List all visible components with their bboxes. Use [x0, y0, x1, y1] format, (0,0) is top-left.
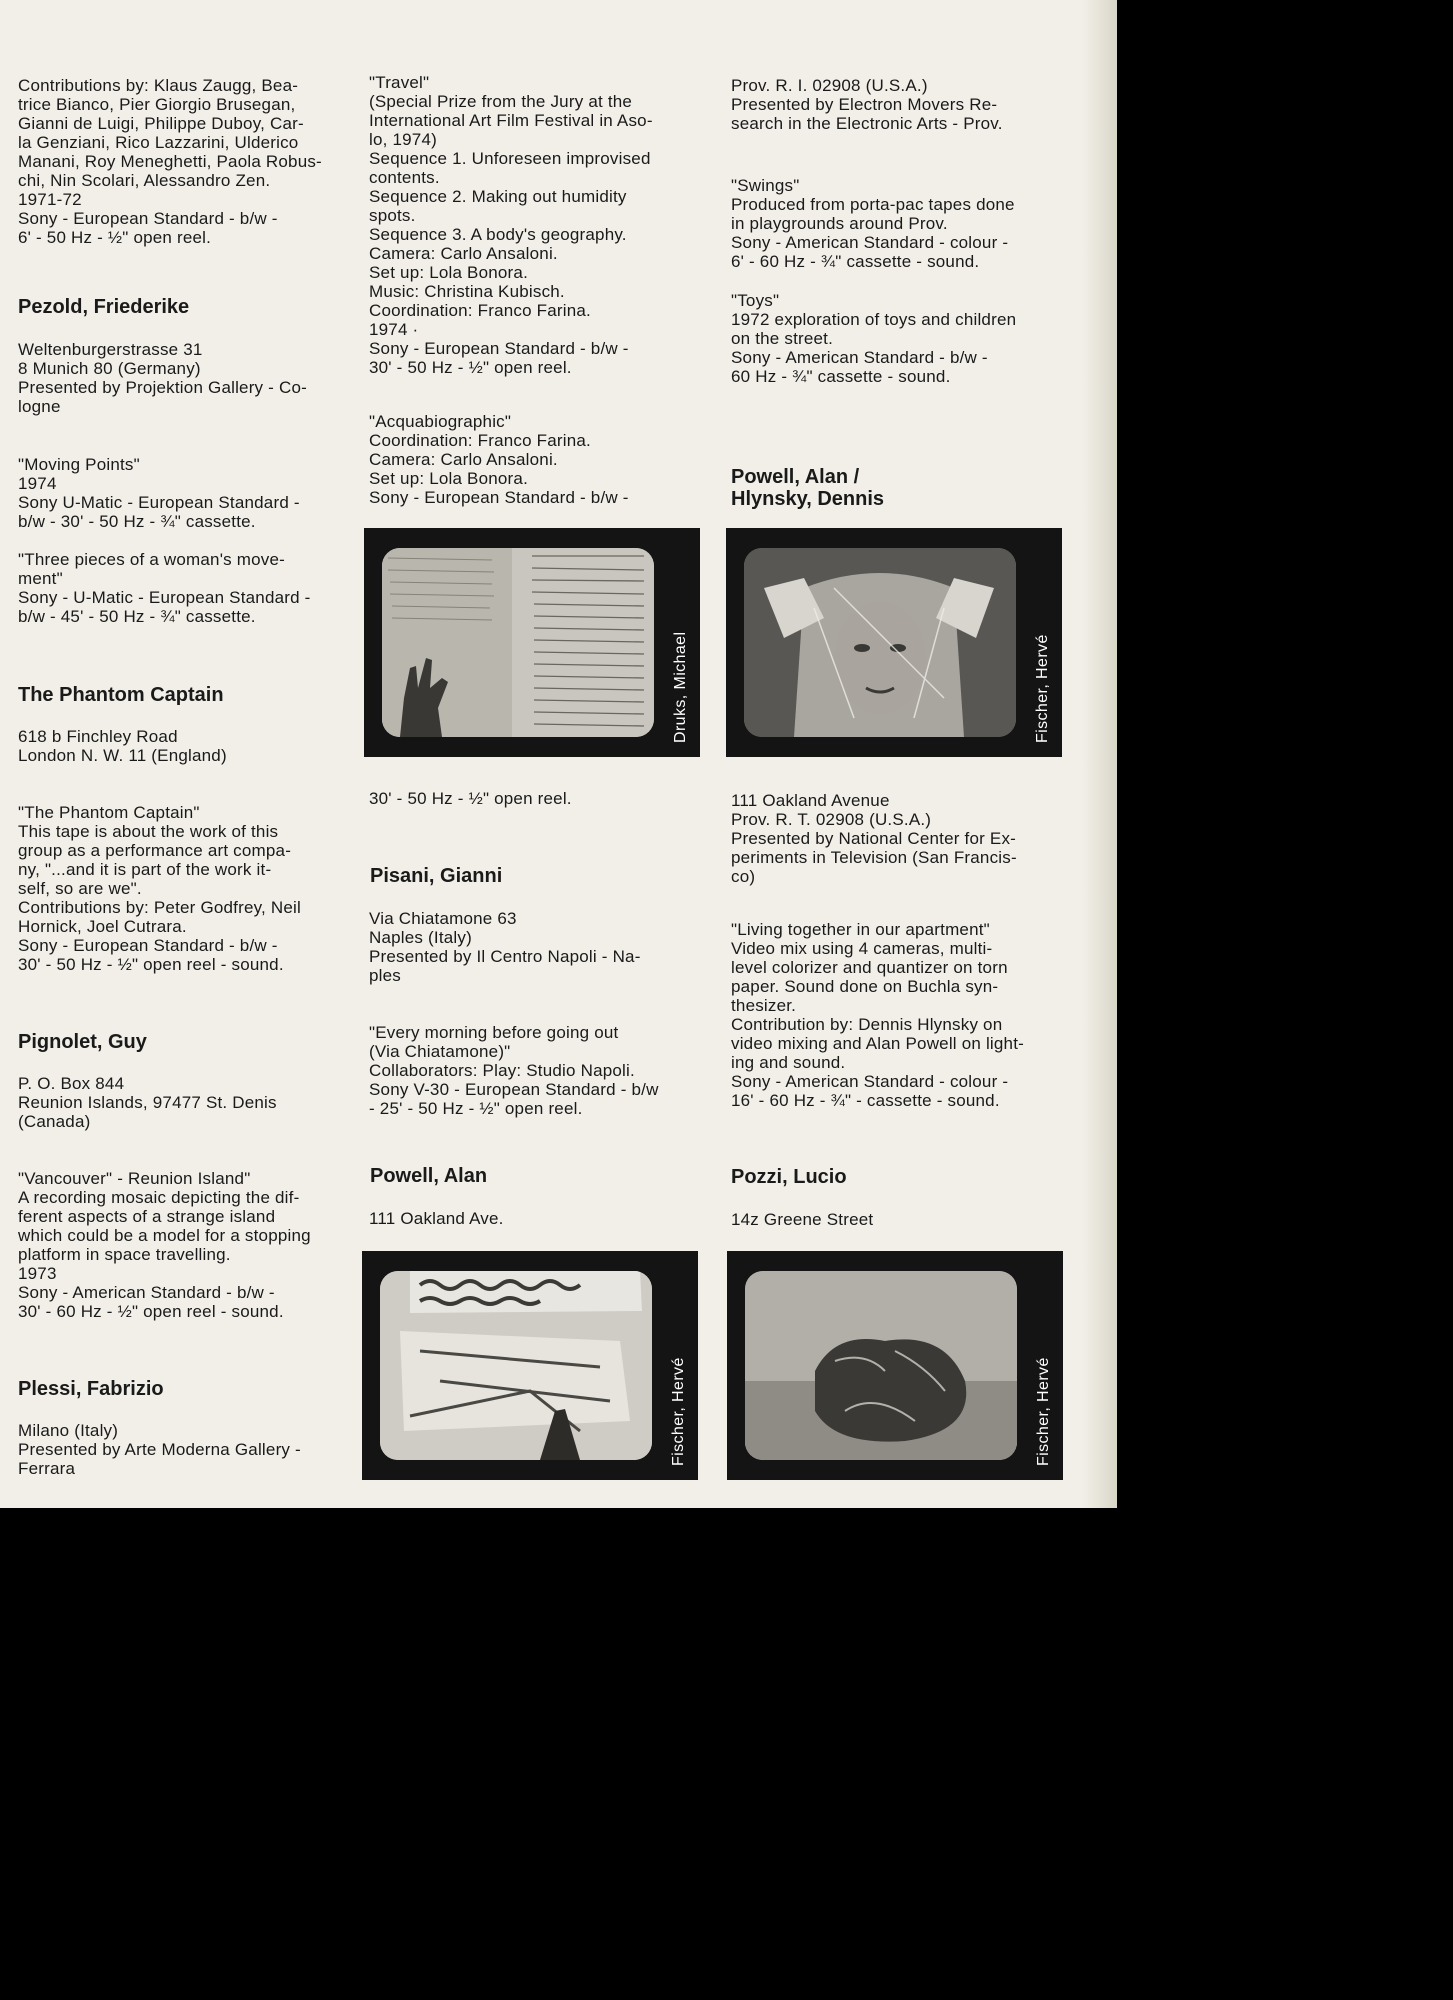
page-edge-shadow: [1082, 0, 1117, 1508]
swings-work: "Swings" Produced from porta-pac tapes done in playgrounds around Prov. Sony - American Standard - colour - 6' - 60 Hz - ¾" cassette - sound.: [731, 176, 1015, 271]
hand-and-textile-image: [382, 548, 654, 737]
pezold-address: Weltenburgerstrasse 31 8 Munich 80 (Germany) Presented by Projektion Gallery - Co- logne: [18, 340, 307, 416]
pignolet-address: P. O. Box 844 Reunion Islands, 97477 St. Denis (Canada): [18, 1074, 277, 1131]
swings-block: [731, 176, 1051, 271]
plessi-acquabiographic: "Acquabiographic" Coordination: Franco Farina. Camera: Carlo Ansaloni. Set up: Lola Bonora. Sony - European Standard - b/w -: [369, 412, 629, 507]
plessi-address: Milano (Italy) Presented by Arte Moderna Gallery - Ferrara: [18, 1421, 301, 1478]
pezold-address-block: [18, 340, 336, 416]
artist-name-pisani: Pisani, Gianni: [370, 865, 503, 887]
pezold-work-1: [18, 455, 336, 531]
column-1: [18, 76, 336, 247]
pisani-address: Via Chiatamone 63 Naples (Italy) Presented by Il Centro Napoli - Na- ples: [369, 909, 641, 985]
phantom-address: 618 b Finchley Road London N. W. 11 (England): [18, 727, 227, 765]
powell-address: 111 Oakland Ave.: [369, 1209, 504, 1228]
photo-credit-fischer-3: Fischer, Hervé: [1035, 1357, 1052, 1466]
plastic-bag-image: [745, 1271, 1017, 1460]
pisani-every-morning: "Every morning before going out (Via Chiatamone)" Collaborators: Play: Studio Napoli. Sony V-30 - European Standard - b/w - 25' - 50 Hz - ½" open reel.: [369, 1023, 659, 1118]
powell-hlynsky-address: 111 Oakland Avenue Prov. R. T. 02908 (U.S.A.) Presented by National Center for Ex- periments in Television (San Francis- co): [731, 791, 1017, 886]
video-still-druks: [364, 528, 700, 757]
pozzi-address-block: [731, 1210, 1051, 1229]
artist-name-phantom-captain: The Phantom Captain: [18, 684, 224, 706]
photo-credit-fischer-1: Fischer, Hervé: [670, 1357, 687, 1466]
phantom-captain-tape: "The Phantom Captain" This tape is about the work of this group as a performance art compa- ny, "...and it is part of the work it- self, so are we". Contributions by: Peter Godfrey, Neil Hornick, Joel Cutrara. Sony - European Standard - b/w - 30' - 50 Hz - ½" open reel - sound.: [18, 803, 301, 974]
artist-name-pezold: Pezold, Friederike: [18, 296, 190, 318]
artist-name-pozzi: Pozzi, Lucio: [731, 1166, 847, 1188]
powell-hlynsky-address-block: [731, 791, 1051, 886]
video-still-plastic-face: [726, 528, 1062, 757]
torn-paper-image: [380, 1271, 652, 1460]
screen-area: [744, 548, 1016, 737]
screen-area: [745, 1271, 1017, 1460]
pignolet-work-1: [18, 1169, 336, 1321]
pisani-work-1: [369, 1023, 689, 1118]
photo-credit-druks: Druks, Michael: [672, 631, 689, 743]
powell-hlynsky-work-1: [731, 920, 1051, 1110]
plessi-acqua-block: [369, 412, 689, 507]
acquabiographic-format: 30' - 50 Hz - ½" open reel.: [369, 789, 572, 808]
zaugg-credits: Contributions by: Klaus Zaugg, Bea- trice Bianco, Pier Giorgio Brusegan, Gianni de Luigi, Philippe Duboy, Car- la Genziani, Rico Lazzarini, Ulderico Manani, Roy Meneghetti, Paola Robus- chi, Nin Scolari, Alessandro Zen. 1971-72 Sony - European Standard - b/w - 6' - 50 Hz - ½" open reel.: [18, 76, 322, 247]
acqua-end-block: [369, 789, 689, 808]
artist-name-pignolet: Pignolet, Guy: [18, 1031, 147, 1053]
toys-work: "Toys" 1972 exploration of toys and children on the street. Sony - American Standard - b/w - 60 Hz - ¾" cassette - sound.: [731, 291, 1017, 386]
phantom-work-1: [18, 803, 336, 974]
prov-block: [731, 76, 1051, 133]
electron-movers-presented: Prov. R. I. 02908 (U.S.A.) Presented by Electron Movers Re- search in the Electronic Arts - Prov.: [731, 76, 1003, 133]
plessi-address-block: [18, 1421, 336, 1478]
plessi-travel: "Travel" (Special Prize from the Jury at the International Art Film Festival in Aso- lo, 1974) Sequence 1. Unforeseen improvised contents. Sequence 2. Making out humidity spots. Sequence 3. A body's geography. Camera: Carlo Ansaloni. Set up: Lola Bonora. Music: Christina Kubisch. Coordination: Franco Farina. 1974 · Sony - European Standard - b/w - 30' - 50 Hz - ½" open reel.: [369, 73, 653, 377]
screen-area: [382, 548, 654, 737]
video-still-powell-torn-paper: [362, 1251, 698, 1480]
pezold-three-pieces: "Three pieces of a woman's move- ment" Sony - U-Matic - European Standard - b/w - 45' - 50 Hz - ¾" cassette.: [18, 550, 311, 626]
screen-area: [380, 1271, 652, 1460]
living-together-work: "Living together in our apartment" Video mix using 4 cameras, multi- level colorizer and quantizer on torn paper. Sound done on Buchla syn- thesizer. Contribution by: Dennis Hlynsky on video mixing and Alan Powell on light- ing and sound. Sony - American Standard - colour - 16' - 60 Hz - ¾" - cassette - sound.: [731, 920, 1024, 1110]
photo-credit-fischer-2: Fischer, Hervé: [1034, 634, 1051, 743]
artist-name-plessi: Plessi, Fabrizio: [18, 1378, 164, 1400]
pignolet-address-block: [18, 1074, 336, 1131]
phantom-address-block: [18, 727, 336, 765]
artist-name-powell: Powell, Alan: [370, 1165, 488, 1187]
toys-block: [731, 291, 1051, 386]
video-still-plastic-bag: [727, 1251, 1063, 1480]
powell-address-block: [369, 1209, 689, 1228]
man-with-plastic-image: [744, 548, 1016, 737]
pisani-address-block: [369, 909, 689, 985]
pezold-work-2: [18, 550, 336, 626]
pozzi-address: 14z Greene Street: [731, 1210, 874, 1229]
pignolet-vancouver: "Vancouver" - Reunion Island" A recording mosaic depicting the dif- ferent aspects of a strange island which could be a model for a stopping platform in space travelling. 1973 Sony - American Standard - b/w - 30' - 60 Hz - ½" open reel - sound.: [18, 1169, 311, 1321]
plessi-travel-block: [369, 73, 689, 377]
pezold-moving-points: "Moving Points" 1974 Sony U-Matic - European Standard - b/w - 30' - 50 Hz - ¾" cassette.: [18, 455, 300, 531]
artist-name-powell-hlynsky: Powell, Alan / Hlynsky, Dennis: [731, 466, 885, 510]
